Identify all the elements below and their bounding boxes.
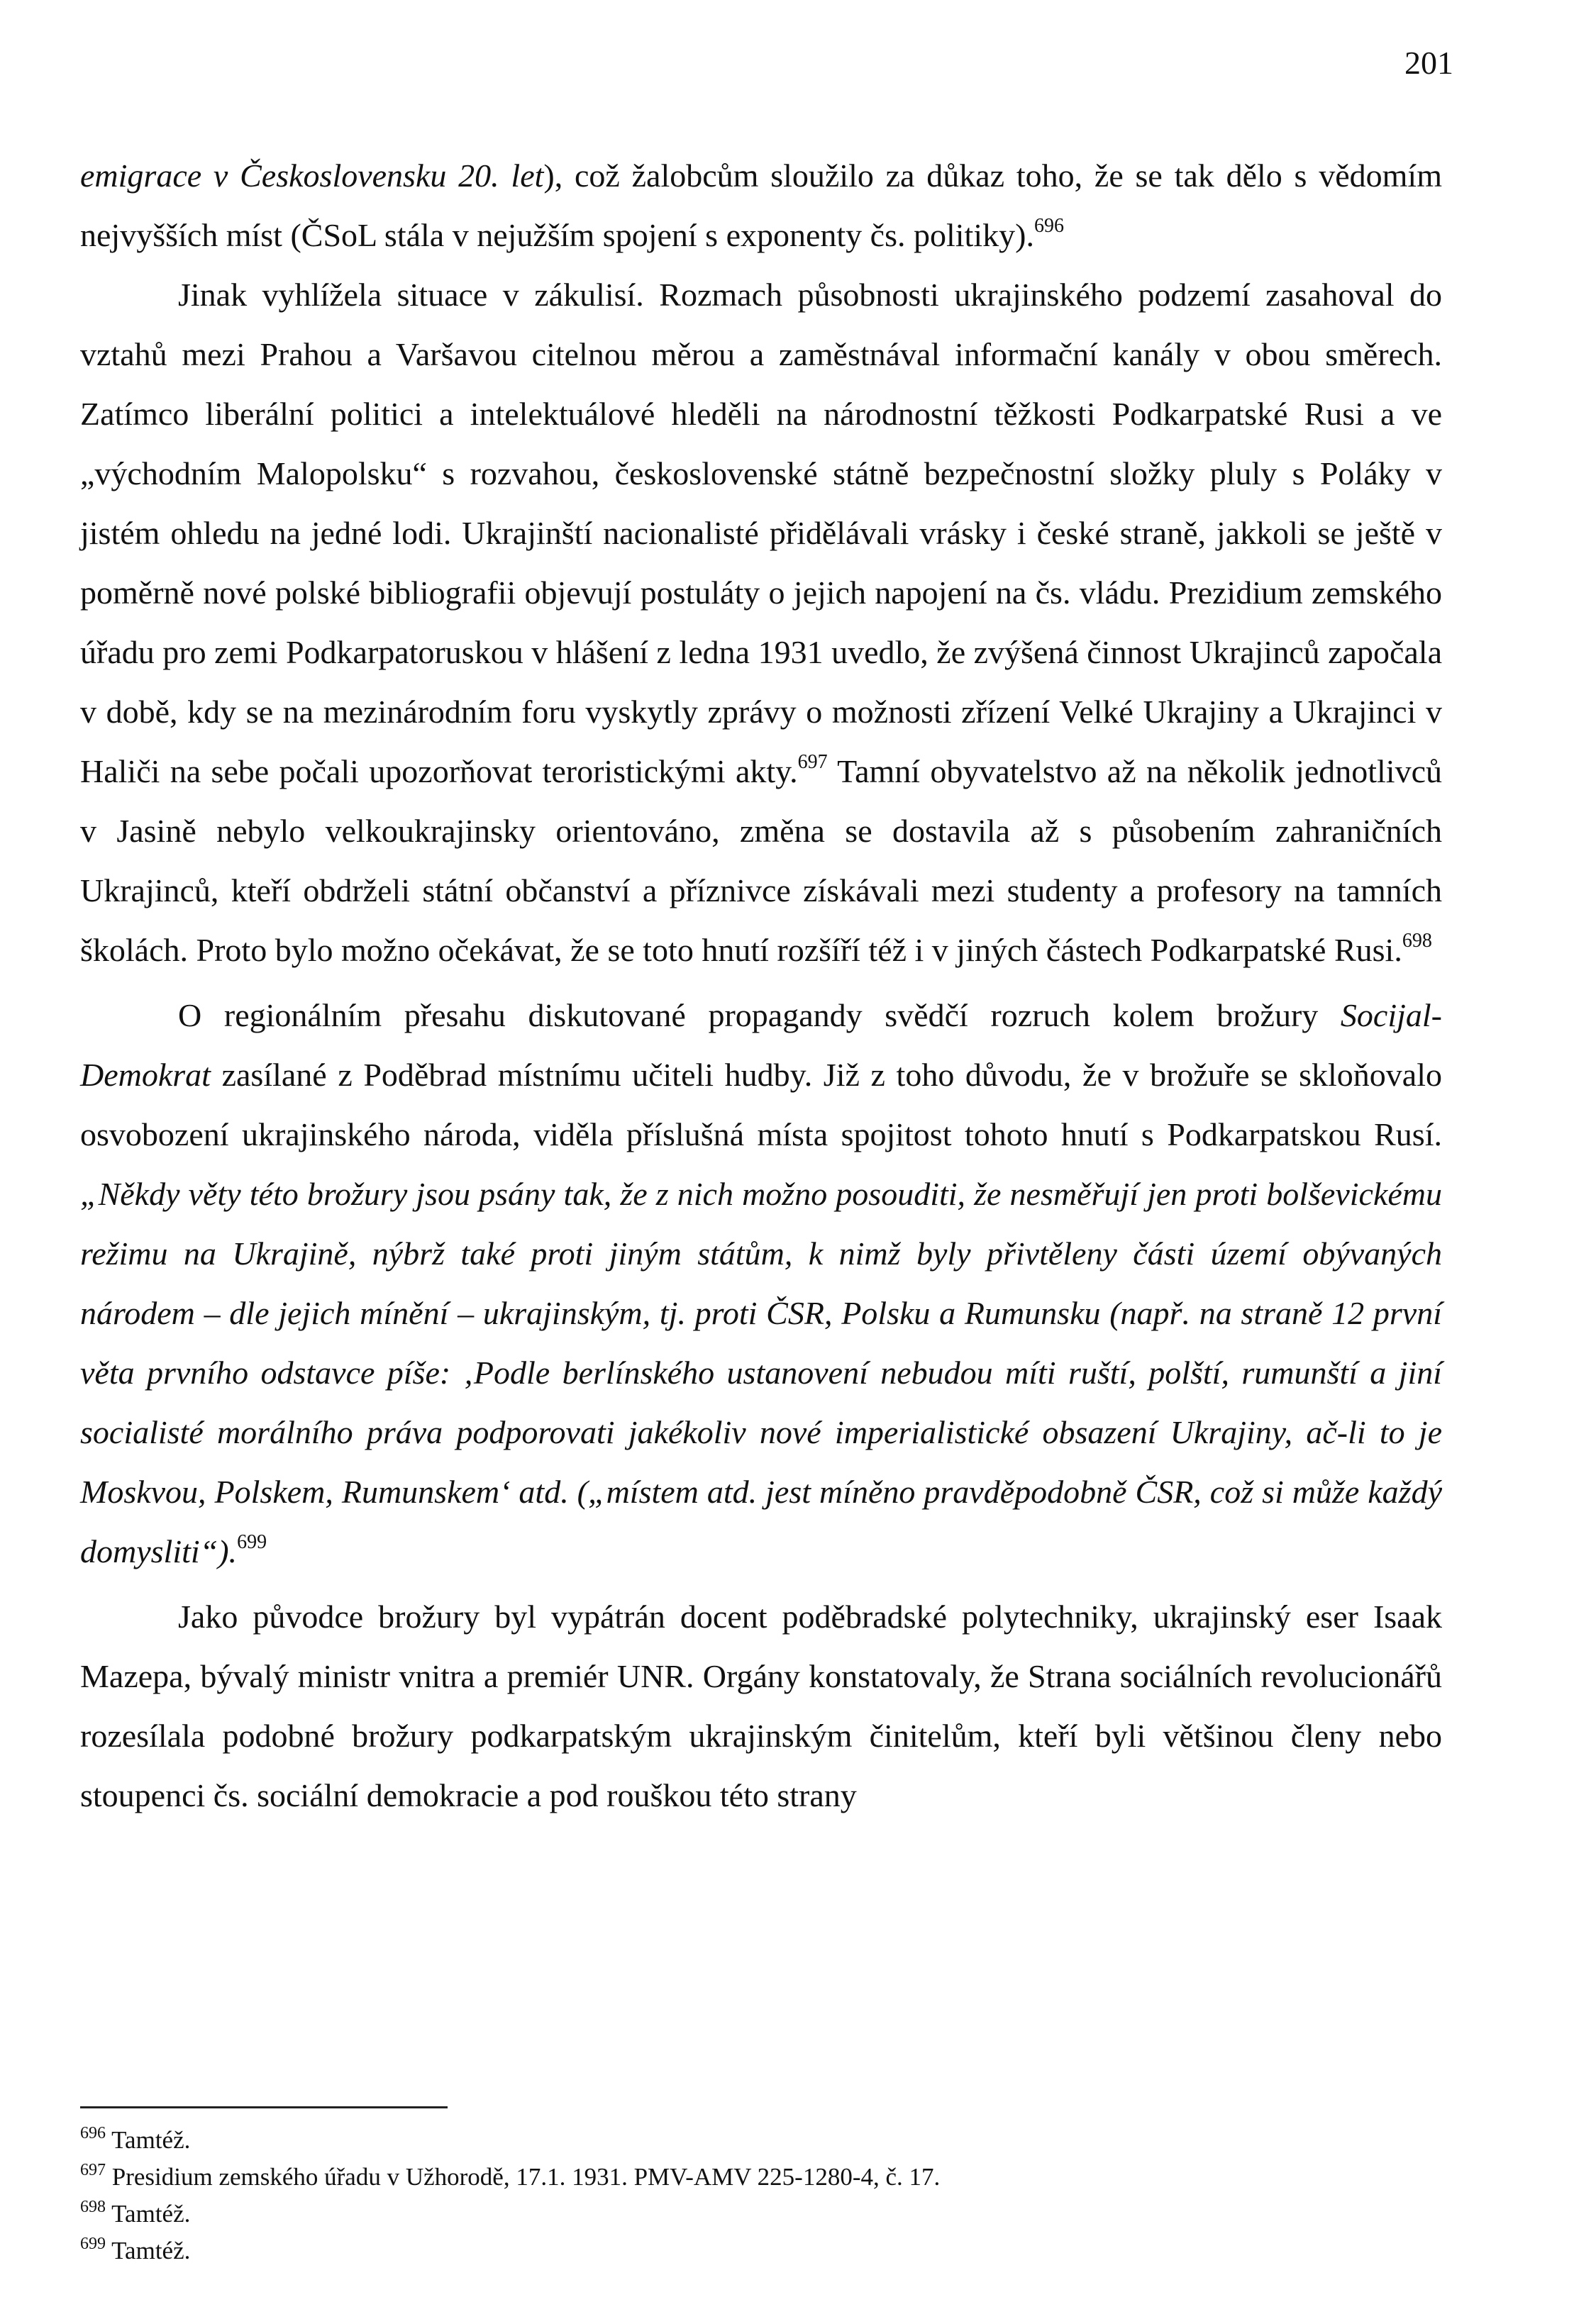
footnote-text: Tamtéž. bbox=[111, 2237, 191, 2264]
paragraph-3 bbox=[80, 986, 1442, 1581]
footnote-ref-698: 698 bbox=[1402, 930, 1432, 952]
paragraph-1 bbox=[80, 146, 1442, 265]
footnote-ref-697: 697 bbox=[797, 751, 828, 773]
paragraph-2 bbox=[80, 265, 1442, 980]
footnote-number: 696 bbox=[80, 2124, 106, 2142]
footnote-698 bbox=[80, 2196, 1442, 2233]
text-run: ), což žalobcům sloužilo za důkaz toho, že se tak dělo s vědomím nejvyšších míst (ČSoL stála v nejužším spojení s exponenty čs. politiky). bbox=[80, 157, 1442, 253]
footnote-number: 699 bbox=[80, 2235, 106, 2253]
footnote-699 bbox=[80, 2233, 1442, 2269]
footnotes bbox=[80, 2122, 1442, 2269]
text-run: Jinak vyhlížela situace v zákulisí. Rozmach působnosti ukrajinského podzemí zasahoval do vztahů mezi Prahou a Varšavou citelnou měrou a zaměstnával informační kanály v obou směrech. Zatímco liberální politici a intelektuálové hleděli na národnostní těžkosti Podkarpatské Rusi a ve „východním Malopolsku“ s rozvahou, československé státně bezpečnostní složky pluly s Poláky v jistém ohledu na jedné lodi. Ukrajinští nacionalisté přidělávali vrásky i české straně, jakkoli se ještě v poměrně nové polské bibliografii objevují postuláty o jejich napojení na čs. vládu. Prezidium zemského úřadu pro zemi Podkarpatoruskou v hlášení z ledna 1931 uvedlo, že zvýšená činnost Ukrajinců započala v době, kdy se na mezinárodním foru vyskytly zprávy o možnosti zřízení Velké Ukrajiny a Ukrajinci v Haliči na sebe počali upozorňovat teroristickými akty. bbox=[80, 277, 1442, 789]
paragraph-4 bbox=[80, 1587, 1442, 1825]
text-run: Jako původce brožury byl vypátrán docent poděbradské polytechniky, ukrajinský eser Isaak Mazepa, bývalý ministr vnitra a premiér UNR. Orgány konstatovaly, že Strana sociálních revolucionářů rozesílala podobné brožury podkarpatským ukrajinským činitelům, kteří byli většinou členy nebo stoupenci čs. sociální demokracie a pod rouškou této strany bbox=[80, 1599, 1442, 1813]
body-text bbox=[80, 146, 1442, 1825]
text-run: zasílané z Poděbrad místnímu učiteli hudby. Již z toho důvodu, že v brožuře se skloňovalo osvobození ukrajinského národa, viděla příslušná místa spojitost tohoto hnutí s Podkarpatskou Rusí. bbox=[80, 1057, 1442, 1152]
footnote-divider bbox=[80, 2106, 448, 2108]
footnote-ref-699: 699 bbox=[237, 1531, 267, 1553]
brochure-title: Socijal-Demokrat bbox=[80, 997, 1442, 1093]
footnote-ref-696: 696 bbox=[1033, 215, 1064, 237]
text-run: O regionálním přesahu diskutované propagandy svědčí rozruch kolem brožury bbox=[178, 997, 1341, 1033]
footnote-text: Tamtéž. bbox=[111, 2126, 191, 2154]
quotation: „Někdy věty této brožury jsou psány tak, že z nich možno posouditi, že nesměřují jen proti bolševickému režimu na Ukrajině, nýbrž také proti jiným státům, k nimž byly přivtěleny části území obývaných národem – dle jejich mínění – ukrajinským, tj. proti ČSR, Polsku a Rumunsku (např. na straně 12 první věta prvního odstavce píše: ‚Podle berlínského ustanovení nebudou míti ruští, polští, rumunští a jiní socialisté morálního práva podporovati jakékoliv nové imperialistické obsazení Ukrajiny, ač-li to je Moskvou, Polskem, Rumunskem‘ atd. („místem atd. jest míněno pravděpodobně ČSR, což si může každý domysliti“). bbox=[80, 1176, 1442, 1569]
page-number: 201 bbox=[1404, 45, 1453, 81]
footnote-696 bbox=[80, 2122, 1442, 2159]
footnote-number: 697 bbox=[80, 2161, 106, 2179]
footnote-697 bbox=[80, 2159, 1442, 2196]
footnote-text: Tamtéž. bbox=[111, 2200, 191, 2228]
footnote-text: Presidium zemského úřadu v Užhorodě, 17.1. 1931. PMV-AMV 225-1280-4, č. 17. bbox=[111, 2163, 941, 2191]
text-run: Tamní obyvatelstvo až na několik jednotlivců v Jasině nebylo velkoukrajinsky orientováno, změna se dostavila až s působením zahraničních Ukrajinců, kteří obdrželi státní občanství a příznivce získávali mezi studenty a profesory na tamních školách. Proto bylo možno očekávat, že se toto hnutí rozšíří též i v jiných částech Podkarpatské Rusi. bbox=[80, 753, 1442, 968]
italic-title: emigrace v Československu 20. let bbox=[80, 157, 544, 194]
footnote-number: 698 bbox=[80, 2198, 106, 2216]
